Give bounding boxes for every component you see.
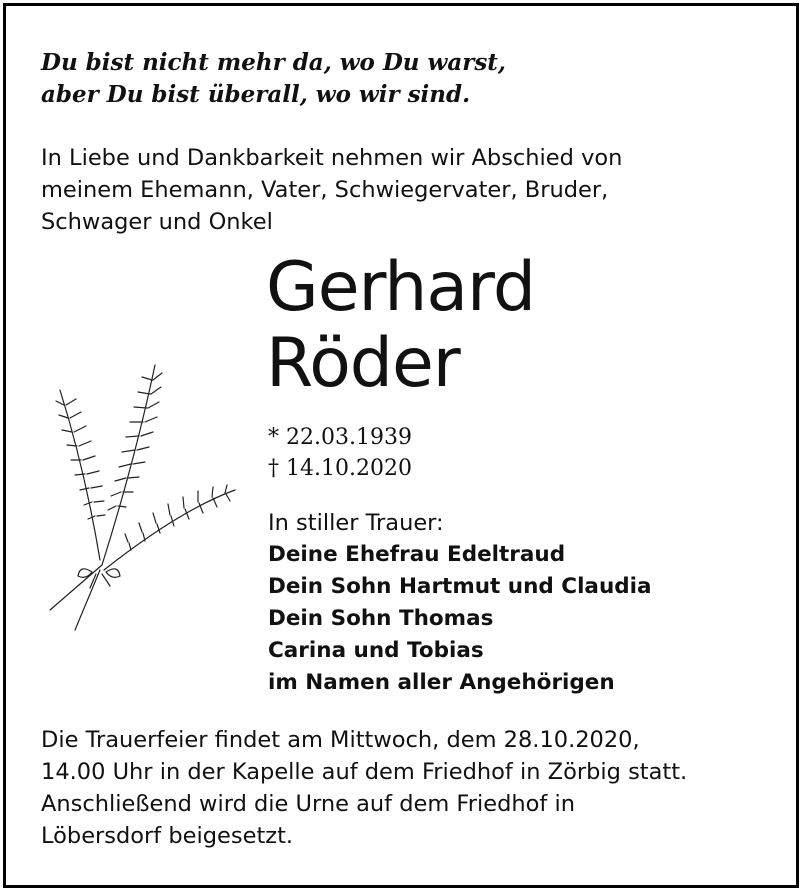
first-name: Gerhard [266, 248, 535, 327]
intro-text [41, 142, 761, 238]
motto [41, 47, 506, 111]
fern-icon [40, 360, 245, 635]
service-line: Löbersdorf beigesetzt. [41, 823, 294, 849]
mourner-name: Dein Sohn Hartmut und Claudia [268, 574, 652, 599]
intro-line: Schwager und Onkel [41, 209, 273, 235]
death-date: † 14.10.2020 [268, 456, 412, 481]
intro-line: meinem Ehemann, Vater, Schwiegervater, Bruder, [41, 177, 609, 203]
intro-line: In Liebe und Dankbarkeit nehmen wir Abschied von [41, 145, 623, 171]
service-line: Die Trauerfeier findet am Mittwoch, dem 28.10.2020, [41, 727, 640, 753]
service-line: Anschließend wird die Urne auf dem Friedhof in [41, 791, 575, 817]
mourner-name: im Namen aller Angehörigen [268, 670, 615, 695]
service-line: 14.00 Uhr in der Kapelle auf dem Friedhof in Zörbig statt. [41, 759, 688, 785]
mourner-name: Deine Ehefrau Edeltraud [268, 542, 566, 567]
mourners-intro: In stiller Trauer: [268, 510, 444, 536]
life-dates [268, 422, 412, 484]
motto-line: Du bist nicht mehr da, wo Du warst, [41, 49, 506, 76]
deceased-name [266, 250, 535, 402]
mourner-name: Dein Sohn Thomas [268, 606, 494, 631]
motto-line: aber Du bist überall, wo wir sind. [41, 81, 471, 108]
last-name: Röder [266, 324, 460, 403]
mourners-list [268, 507, 652, 699]
service-info [41, 724, 771, 852]
mourner-name: Carina und Tobias [268, 638, 484, 663]
birth-date: * 22.03.1939 [268, 425, 412, 450]
